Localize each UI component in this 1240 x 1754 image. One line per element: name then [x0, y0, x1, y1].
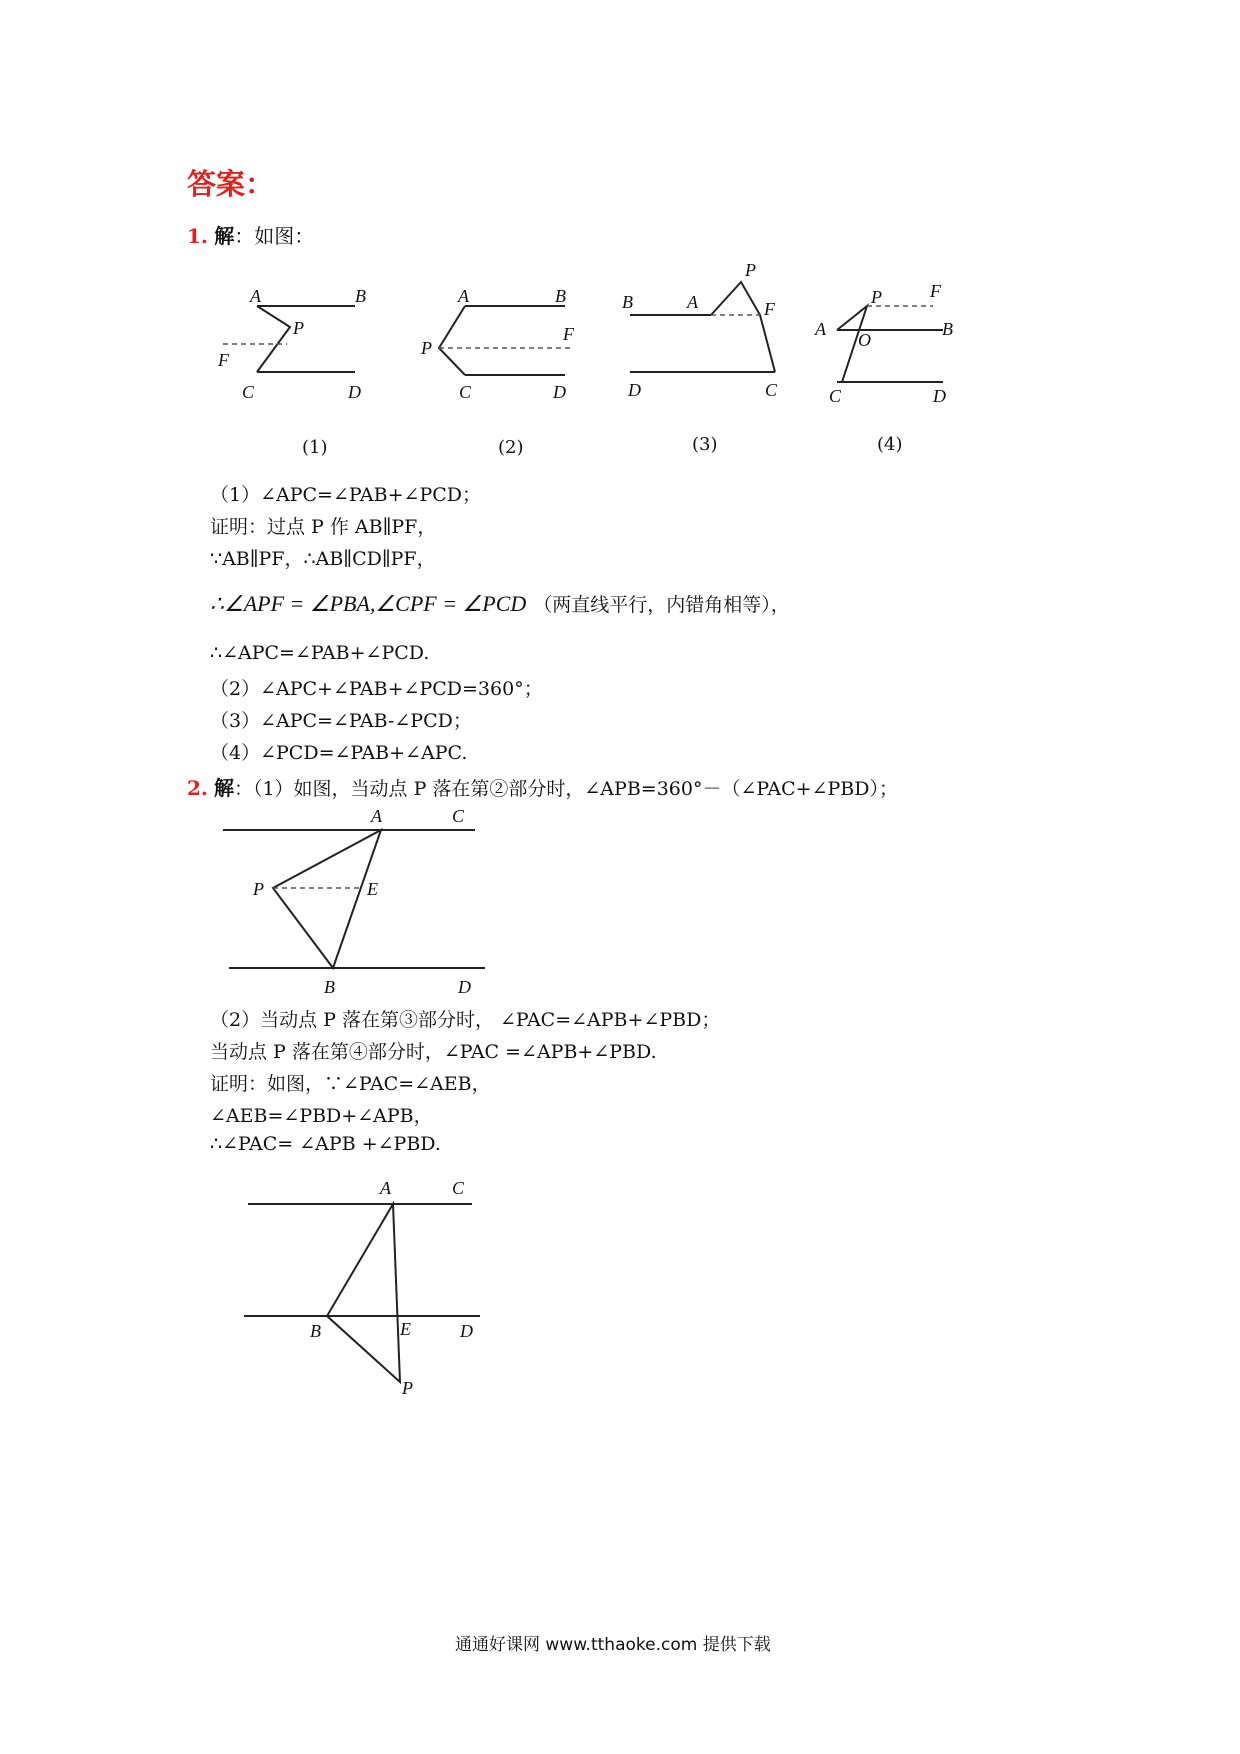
- q2-line-1: （2）当动点 P 落在第③部分时， ∠PAC=∠APB+∠PBD；: [210, 1009, 721, 1031]
- fig6-label-b: B: [310, 1321, 321, 1341]
- fig2-label-p: P: [421, 338, 432, 358]
- fig1-label-b: B: [355, 286, 366, 306]
- figure-4: [805, 272, 965, 407]
- q1-after-1: ∴∠APC=∠PAB+∠PCD.: [210, 642, 430, 664]
- q1-line-1: （1）∠APC=∠PAB+∠PCD；: [210, 484, 482, 506]
- fig4-label-c: C: [829, 386, 842, 406]
- q1-intro-line: [187, 220, 314, 249]
- fig4-label-a: A: [815, 319, 826, 339]
- fig6-label-d: D: [460, 1321, 473, 1341]
- fig2-caption: (2): [498, 437, 524, 458]
- fig3-label-d: D: [628, 380, 641, 400]
- fig3-label-c: C: [765, 380, 778, 400]
- q2-number: 2.: [187, 776, 208, 800]
- fig6-label-c: C: [452, 1178, 465, 1198]
- fig2-label-f: F: [563, 324, 574, 344]
- fig1-label-p: P: [293, 318, 304, 338]
- q2-solve-label: 解: [213, 776, 234, 800]
- answer-heading: 答案：: [187, 167, 275, 201]
- fig5-label-b: B: [324, 977, 335, 997]
- fig5-label-c: C: [452, 806, 465, 826]
- q2-line-3: 证明：如图，∵∠PAC=∠AEB，: [210, 1073, 491, 1095]
- q2-line-4: ∠AEB=∠PBD+∠APB，: [210, 1105, 433, 1127]
- q1-after-3: （3）∠APC=∠PAB-∠PCD；: [210, 710, 472, 732]
- fig4-label-f: F: [930, 281, 941, 301]
- q2-line-5: ∴∠PAC= ∠APB +∠PBD.: [210, 1133, 441, 1155]
- fig2-label-d: D: [553, 382, 566, 402]
- fig6-label-a: A: [380, 1178, 391, 1198]
- q1-math-line: [210, 590, 790, 617]
- fig4-label-o: O: [858, 330, 871, 350]
- fig5-label-p: P: [253, 879, 264, 899]
- fig2-label-a: A: [458, 286, 469, 306]
- fig5-label-a: A: [371, 806, 382, 826]
- fig1-label-a: A: [250, 286, 261, 306]
- fig2-label-b: B: [555, 286, 566, 306]
- q1-math-note: （两直线平行，内错角相等），: [533, 594, 790, 616]
- figure-1: [215, 280, 380, 405]
- fig4-caption: (4): [877, 434, 903, 455]
- q1-line-2: 证明：过点 P 作 AB∥PF，: [210, 516, 437, 538]
- q1-math-formula: ∴∠APF = ∠PBA,∠CPF = ∠PCD: [210, 591, 527, 616]
- fig6-label-p: P: [402, 1378, 413, 1398]
- fig5-label-d: D: [458, 977, 471, 997]
- q1-after-4: （4）∠PCD=∠PAB+∠APC.: [210, 742, 468, 764]
- fig1-caption: (1): [302, 437, 328, 458]
- fig3-label-a: A: [687, 292, 698, 312]
- figure-5: [215, 800, 495, 1005]
- figure-3: [615, 258, 790, 403]
- fig3-label-f: F: [764, 299, 775, 319]
- fig3-label-b: B: [622, 292, 633, 312]
- figure-2: [415, 280, 585, 405]
- fig3-label-p: P: [745, 260, 756, 280]
- q1-solve-label: 解: [214, 224, 235, 248]
- fig4-label-d: D: [933, 386, 946, 406]
- q2-line-2: 当动点 P 落在第④部分时，∠PAC =∠APB+∠PBD.: [210, 1041, 657, 1063]
- fig1-label-d: D: [348, 382, 361, 402]
- figure-6: [240, 1172, 495, 1402]
- fig2-label-c: C: [459, 382, 472, 402]
- fig1-label-f: F: [218, 350, 229, 370]
- fig1-label-c: C: [242, 382, 255, 402]
- q2-intro-line: [187, 772, 898, 801]
- q1-intro: ：如图：: [234, 224, 315, 248]
- fig4-label-b: B: [942, 319, 953, 339]
- q2-intro: ：（1）如图，当动点 P 落在第②部分时，∠APB=360°－（∠PAC+∠PBD）；: [233, 778, 899, 800]
- q1-number: 1.: [187, 224, 208, 248]
- fig6-label-e: E: [400, 1319, 411, 1339]
- fig5-label-e: E: [367, 879, 378, 899]
- fig4-label-p: P: [871, 287, 882, 307]
- fig3-caption: (3): [692, 434, 718, 455]
- q1-after-2: （2）∠APC+∠PAB+∠PCD=360°；: [210, 678, 543, 700]
- q1-line-3: ∵AB∥PF，∴AB∥CD∥PF，: [210, 548, 436, 570]
- page-footer: 通通好课网 www.tthaoke.com 提供下载: [455, 1635, 771, 1655]
